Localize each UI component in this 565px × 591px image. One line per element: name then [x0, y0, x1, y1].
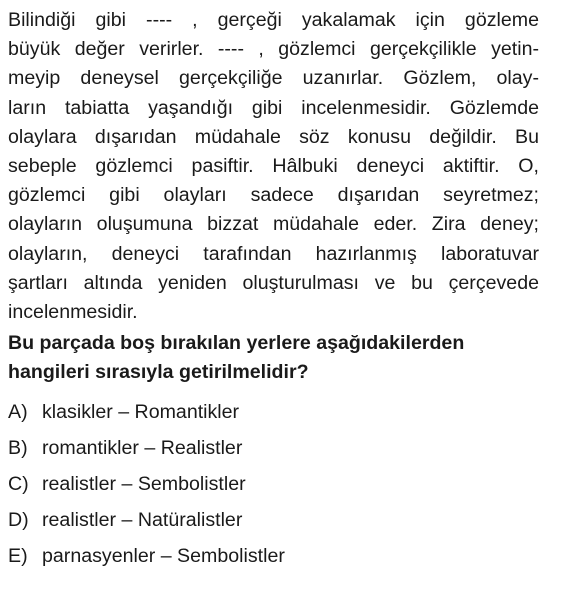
option-d[interactable]	[8, 502, 539, 538]
passage-line: olaylara dışarıdan müdahale söz konusu değildir. Bu	[8, 125, 539, 148]
option-text: realistler – Sembolistler	[42, 472, 246, 495]
answer-options	[8, 394, 539, 574]
passage-text	[8, 6, 539, 327]
option-text: parnasyenler – Sembolistler	[42, 544, 285, 567]
option-letter: C)	[8, 472, 29, 495]
option-text: klasikler – Romantikler	[42, 400, 240, 423]
option-text: romantikler – Realistler	[42, 436, 243, 459]
option-b[interactable]	[8, 430, 539, 466]
passage-line: şartları altında yeniden oluşturulması ve bu çerçevede	[8, 271, 539, 294]
option-letter: B)	[8, 436, 28, 459]
option-e[interactable]	[8, 538, 539, 574]
option-letter: D)	[8, 508, 29, 531]
question-page	[8, 6, 539, 574]
question-line: hangileri sırasıyla getirilmelidir?	[8, 361, 309, 384]
passage-line: Bilindiği gibi ---- , gerçeği yakalamak için gözleme	[8, 9, 539, 31]
option-letter: E)	[8, 544, 28, 567]
question-stem	[8, 329, 539, 387]
passage-line: olayların oluşumuna bizzat müdahale eder. Zira deney;	[8, 213, 539, 236]
passage-line: incelenmesidir.	[8, 301, 138, 324]
passage-line: büyük değer verirler. ---- , gözlemci gerçekçilikle yetin-	[8, 38, 539, 61]
option-c[interactable]	[8, 466, 539, 502]
passage-line: gözlemci gibi olayları sadece dışarıdan seyretmez;	[8, 184, 539, 207]
passage-line: ların tabiatta yaşandığı gibi incelenmesidir. Gözlemde	[8, 96, 539, 119]
option-letter: A)	[8, 400, 28, 423]
option-a[interactable]	[8, 394, 539, 430]
option-text: realistler – Natüralistler	[42, 508, 243, 531]
passage-line: meyip deneysel gerçekçiliğe uzanırlar. Gözlem, olay-	[8, 67, 539, 90]
passage-line: olayların, deneyci tarafından hazırlanmış laboratuvar	[8, 242, 539, 265]
question-line: Bu parçada boş bırakılan yerlere aşağıdakilerden	[8, 332, 465, 355]
passage-line: sebeple gözlemci pasiftir. Hâlbuki deneyci aktiftir. O,	[8, 155, 539, 178]
